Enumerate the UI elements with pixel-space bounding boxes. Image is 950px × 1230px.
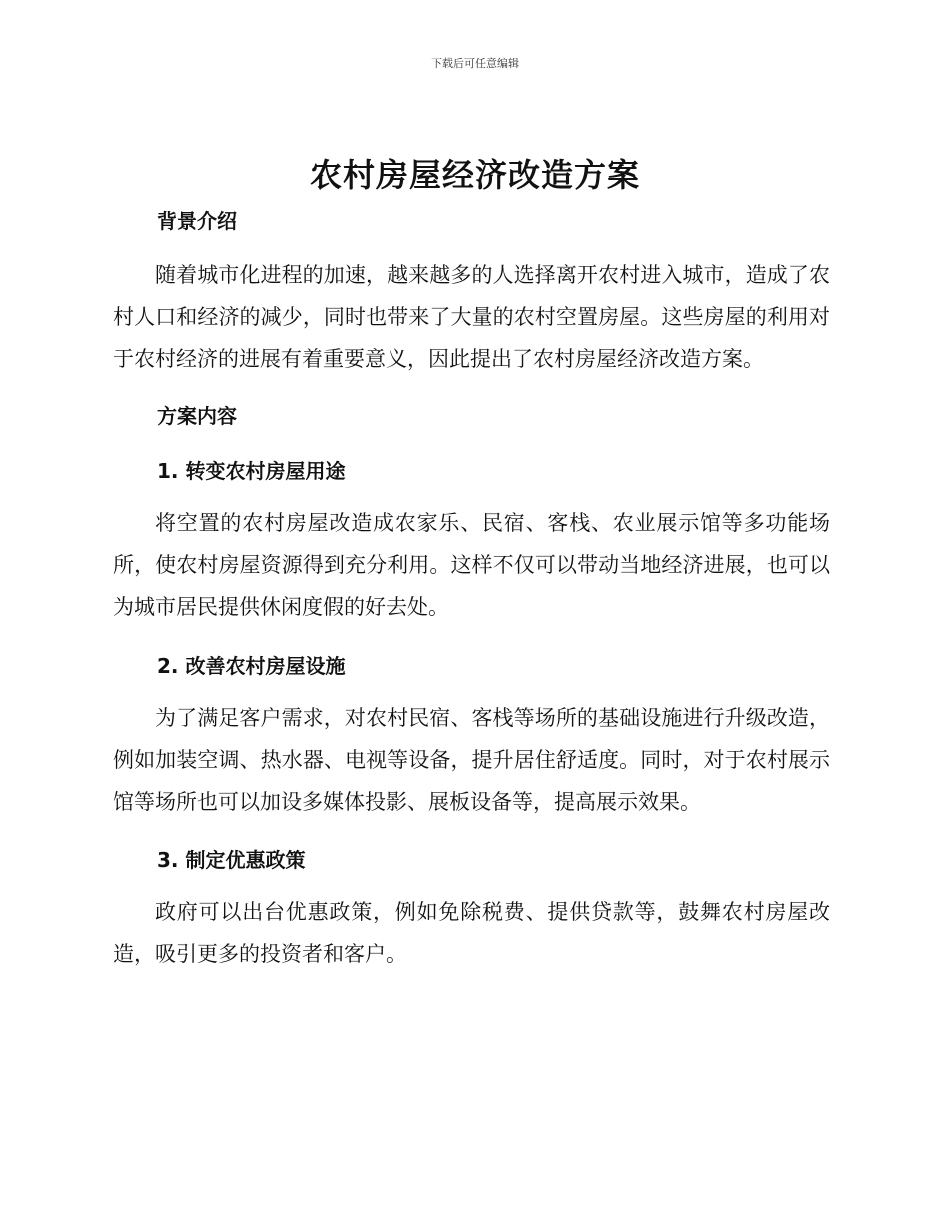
section-heading-content: 方案内容 bbox=[157, 404, 237, 428]
section-heading-2: 2. 改善农村房屋设施 bbox=[157, 654, 346, 678]
paragraph-section-3: 政府可以出台优惠政策，例如免除税费、提供贷款等，鼓舞农村房屋改造，吸引更多的投资者和客户。 bbox=[113, 900, 830, 966]
paragraph-background: 随着城市化进程的加速，越来越多的人选择离开农村进入城市，造成了农村人口和经济的减少，同时也带来了大量的农村空置房屋。这些房屋的利用对于农村经济的进展有着重要意义，因此提出了农村房屋经济改造方案。 bbox=[113, 263, 830, 371]
paragraph-section-2: 为了满足客户需求，对农村民宿、客栈等场所的基础设施进行升级改造，例如加装空调、热水器、电视等设备，提升居住舒适度。同时，对于农村展示馆等场所也可以加设多媒体投影、展板设备等，提高展示效果。 bbox=[113, 706, 830, 814]
document-title: 农村房屋经济改造方案 bbox=[309, 156, 640, 194]
section-heading-3: 3. 制定优惠政策 bbox=[157, 848, 306, 872]
paragraph-section-1: 将空置的农村房屋改造成农家乐、民宿、客栈、农业展示馆等多功能场所，使农村房屋资源得到充分利用。这样不仅可以带动当地经济进展，也可以为城市居民提供休闲度假的好去处。 bbox=[113, 511, 830, 619]
section-heading-1: 1. 转变农村房屋用途 bbox=[157, 459, 346, 483]
page-header: 下载后可任意编辑 bbox=[431, 57, 519, 70]
section-heading-background: 背景介绍 bbox=[157, 209, 237, 233]
